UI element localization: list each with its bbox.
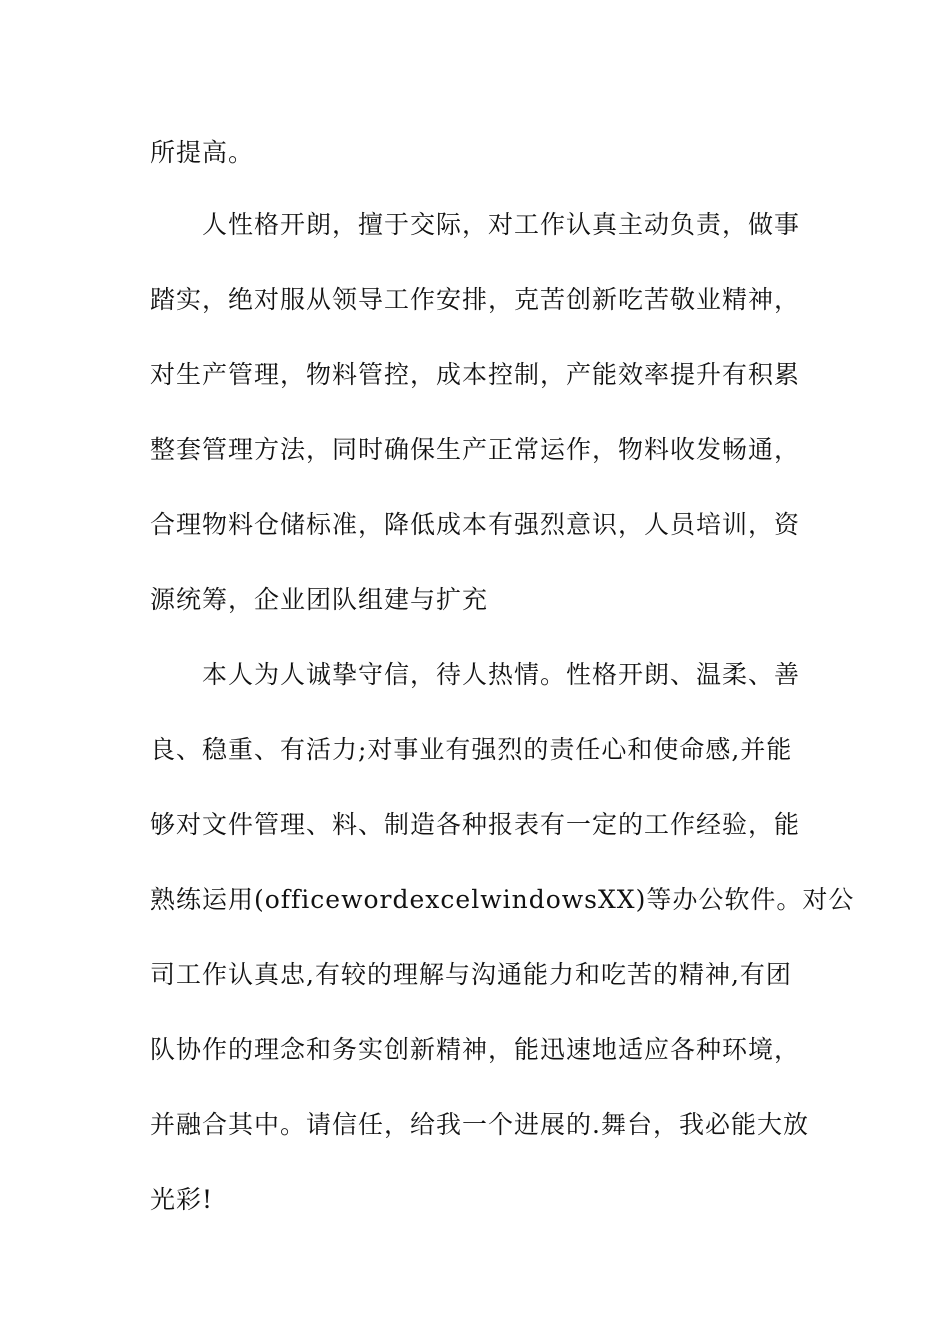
- paragraph-3-line-8: 光彩!: [150, 1185, 214, 1214]
- paragraph-1-line-1: 所提高。: [150, 138, 255, 167]
- paragraph-3-line-3: 够对文件管理、料、制造各种报表有一定的工作经验，能: [150, 810, 801, 839]
- paragraph-2-line-2: 踏实，绝对服从领导工作安排，克苦创新吃苦敬业精神，: [150, 285, 801, 314]
- paragraph-3-line-4: 熟练运用(officewordexcelwindowsXX)等办公软件。对公: [150, 885, 855, 914]
- paragraph-2-line-6: 源统筹，企业团队组建与扩充: [150, 585, 489, 614]
- paragraph-2-line-4: 整套管理方法，同时确保生产正常运作，物料收发畅通，: [150, 435, 801, 464]
- paragraph-3-line-1: 本人为人诚挚守信，待人热情。性格开朗、温柔、善: [202, 660, 801, 689]
- paragraph-3-line-5: 司工作认真忠,有较的理解与沟通能力和吃苦的精神,有团: [150, 960, 792, 989]
- paragraph-3-line-6: 队协作的理念和务实创新精神，能迅速地适应各种环境，: [150, 1035, 801, 1064]
- paragraph-2-line-5: 合理物料仓储标准，降低成本有强烈意识，人员培训，资: [150, 510, 801, 539]
- paragraph-3-line-2: 良、稳重、有活力;对事业有强烈的责任心和使命感,并能: [150, 735, 793, 764]
- paragraph-3-line-7: 并融合其中。请信任，给我一个进展的.舞台，我必能大放: [150, 1110, 809, 1139]
- paragraph-2-line-3: 对生产管理，物料管控，成本控制，产能效率提升有积累: [150, 360, 801, 389]
- paragraph-2-line-1: 人性格开朗，擅于交际，对工作认真主动负责，做事: [202, 210, 801, 239]
